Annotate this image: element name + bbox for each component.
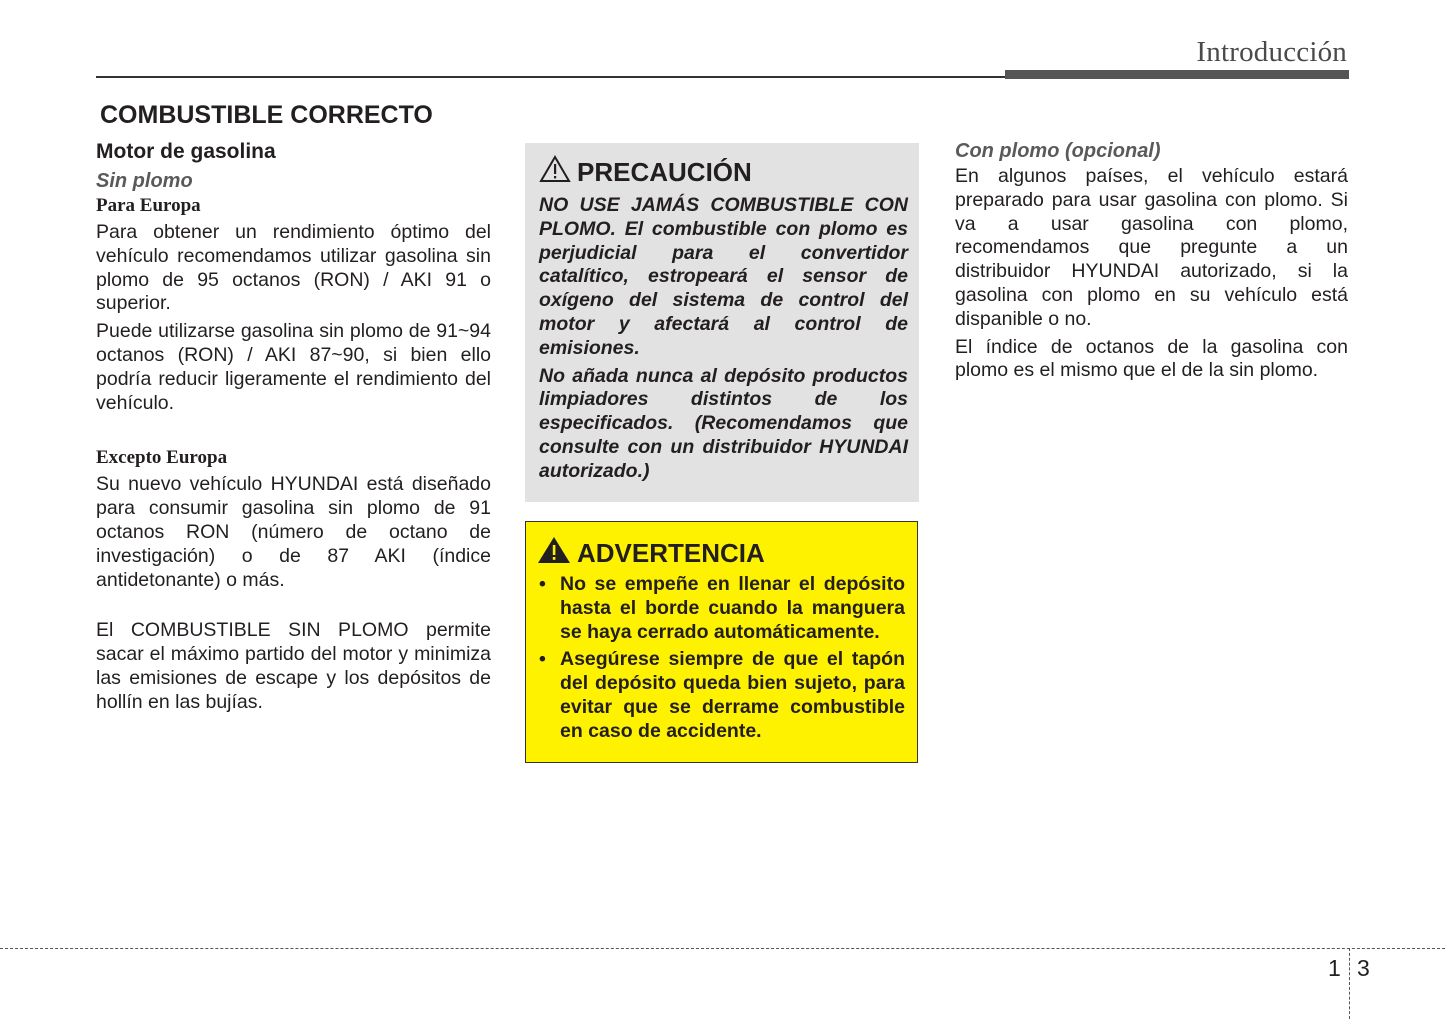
right-column (955, 140, 1348, 387)
warning-list (537, 573, 905, 744)
warning-item (537, 648, 905, 743)
europe-paragraph-2: Puede utilizarse gasolina sin plomo de 91~94 octanos (RON) / AKI 87~90, si bien ello podría reducir ligeramente el rendimiento del vehículo. (96, 320, 491, 414)
header-title: Introducción (1196, 36, 1347, 68)
non-europe-paragraph: Su nuevo vehículo HYUNDAI está diseñado para consumir gasolina sin plomo de 91 octanos RON (número de octano de investigación) o de 87 AKI (índice antidetonante) o más. (96, 473, 491, 591)
non-europe-label: Excepto Europa (96, 447, 228, 469)
warning-triangle-icon (537, 536, 571, 571)
caution-triangle-icon (539, 155, 571, 190)
middle-column (525, 143, 919, 742)
footer-divider (1349, 948, 1350, 1019)
page-number: 3 (1357, 955, 1370, 981)
caution-box (525, 143, 919, 502)
footer-rule (0, 948, 1445, 949)
warning-title-row (537, 536, 905, 571)
section-title: COMBUSTIBLE CORRECTO (100, 101, 433, 129)
europe-paragraph-1: Para obtener un rendimiento óptimo del vehículo recomendamos utilizar gasolina sin plomo de 95 octanos (RON) / AKI 91 o superior. (96, 221, 491, 315)
caution-title-row (539, 155, 908, 190)
closing-paragraph: El COMBUSTIBLE SIN PLOMO permite sacar el máximo partido del motor y minimiza las emisiones de escape y los depósitos de hollín en las bujías. (96, 619, 491, 713)
header-rule (96, 76, 1006, 78)
leaded-paragraph-1: En algunos países, el vehículo estará preparado para usar gasolina con plomo. Si va a usar gasolina con plomo, recomendamos que pregunte a un distribuidor HYUNDAI autorizado, si la gasolina con plomo en su vehículo está dispanible o no. (955, 165, 1348, 330)
caution-paragraph-1: NO USE JAMÁS COMBUSTIBLE CON PLOMO. El combustible con plomo es perjudicial para el convertidor catalítico, estropeará el sensor de oxígeno del sistema de control del motor y afectará al control de emisiones. (539, 194, 908, 359)
warning-item-text: No se empeñe en llenar el depósito hasta el borde cuando la manguera se haya cerrado automáticamente. (560, 573, 905, 643)
warning-item (537, 573, 905, 644)
caution-paragraph-2: No añada nunca al depósito productos limpiadores distintos de los especificados. (Recomendamos que consulte con un distribuidor HYUNDAI autorizado.) (539, 364, 908, 482)
warning-item-text: Asegúrese siempre de que el tapón del depósito queda bien sujeto, para evitar que se derrame combustible en caso de accidente. (560, 648, 905, 742)
leaded-subheading: Con plomo (opcional) (955, 140, 1161, 162)
europe-label: Para Europa (96, 195, 201, 216)
unleaded-subheading: Sin plomo (96, 170, 193, 192)
header-bar (1005, 70, 1349, 79)
page-chapter-number: 1 (1328, 955, 1341, 981)
left-column (96, 140, 491, 719)
engine-heading: Motor de gasolina (96, 140, 276, 163)
bullet: • (539, 573, 546, 595)
leaded-paragraph-2: El índice de octanos de la gasolina con plomo es el mismo que el de la sin plomo. (955, 335, 1348, 382)
caution-title: PRECAUCIÓN (577, 157, 752, 187)
warning-box (525, 521, 918, 763)
warning-title: ADVERTENCIA (577, 538, 765, 568)
bullet: • (539, 648, 546, 671)
